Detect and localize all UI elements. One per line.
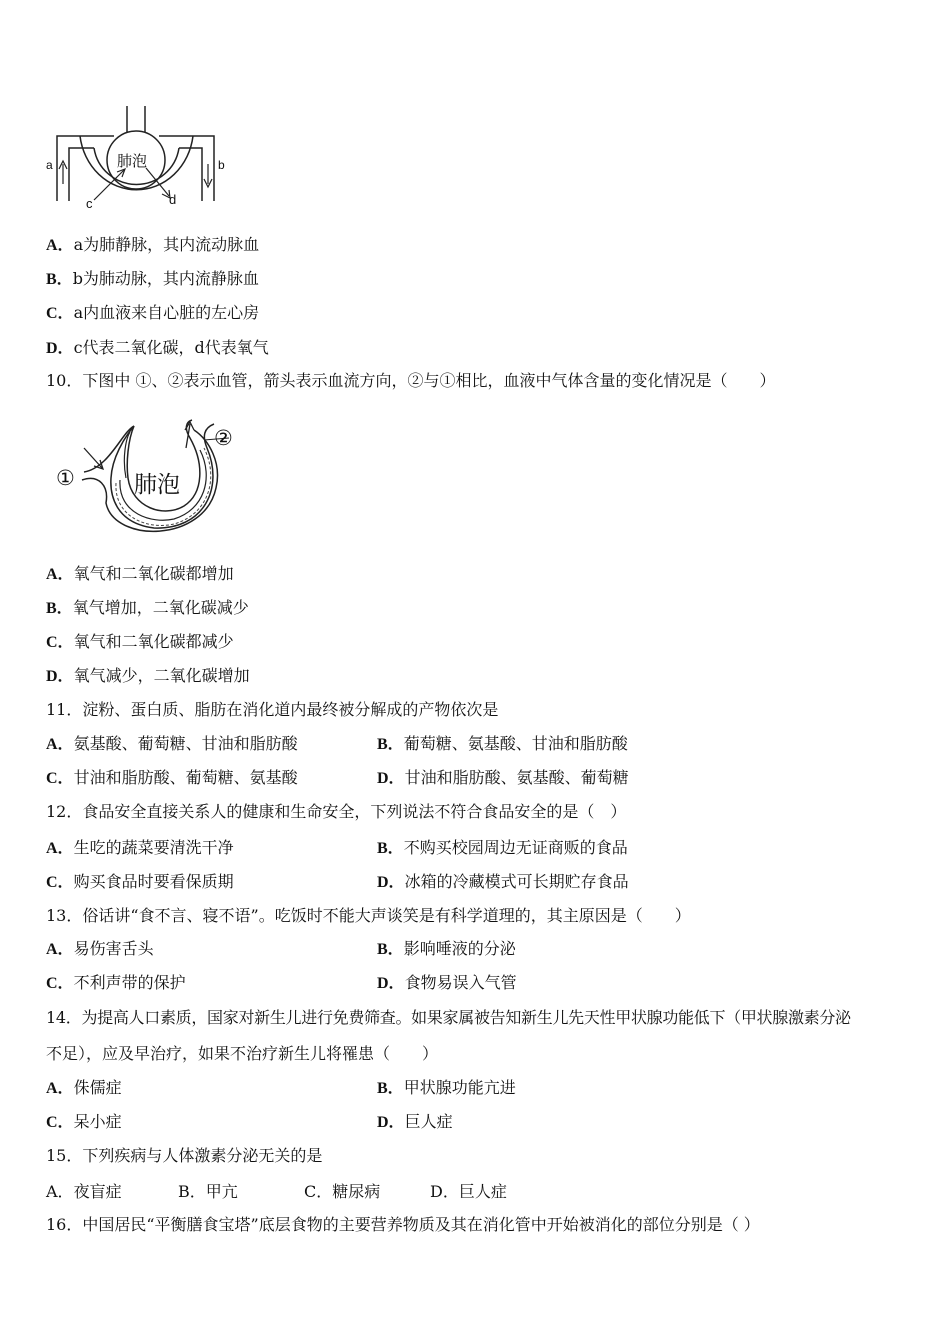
option-text: 甘油和脂肪酸、氨基酸、葡萄糖 <box>404 768 629 787</box>
q13-stem: 13．俗话讲“食不言、寝不语”。吃饭时不能大声谈笑是有科学道理的，其主原因是（ ） <box>46 906 691 925</box>
option-text: 影响唾液的分泌 <box>403 939 516 958</box>
option-text: a内血液来自心脏的左心房 <box>73 303 260 322</box>
q12-option-d[interactable] <box>377 871 629 894</box>
option-text: 不利声带的保护 <box>73 973 186 992</box>
q14-option-d[interactable] <box>377 1111 453 1134</box>
q11-option-c[interactable] <box>46 767 298 790</box>
option-text: 氧气和二氧化碳都增加 <box>73 564 234 583</box>
option-letter: D． <box>430 1182 459 1201</box>
option-letter: B． <box>377 840 404 857</box>
option-text: 氧气增加，二氧化碳减少 <box>72 598 249 617</box>
figure1-label-a: a <box>46 158 53 172</box>
q13-option-b[interactable] <box>377 938 516 961</box>
option-letter: D． <box>377 770 405 787</box>
figure2-label-1: ① <box>56 466 75 490</box>
figure2-label-2: ② <box>214 426 233 450</box>
option-letter: C． <box>46 1114 74 1131</box>
option-text: 不购买校园周边无证商贩的食品 <box>403 838 628 857</box>
option-letter: A． <box>46 566 74 583</box>
q11-option-b[interactable] <box>377 733 628 756</box>
q10-option-a[interactable] <box>46 563 234 586</box>
alveolus-figure-1 <box>44 106 229 211</box>
option-letter: C． <box>304 1182 333 1201</box>
q13-option-d[interactable] <box>377 972 517 995</box>
option-letter: B． <box>46 600 73 617</box>
q11-option-d[interactable] <box>377 767 629 790</box>
q15-stem: 15．下列疾病与人体激素分泌无关的是 <box>46 1146 323 1165</box>
option-letter: A． <box>46 736 74 753</box>
figure1-label-b: b <box>218 158 225 172</box>
option-text: 侏儒症 <box>73 1078 122 1097</box>
q13-option-c[interactable] <box>46 972 186 995</box>
q14-option-c[interactable] <box>46 1111 122 1134</box>
option-text: 食物易误入气管 <box>404 973 517 992</box>
q13-option-a[interactable] <box>46 938 154 961</box>
option-letter: C． <box>46 634 74 651</box>
q9-option-d[interactable] <box>46 337 269 360</box>
q11-option-a[interactable] <box>46 733 298 756</box>
option-text: 氧气和二氧化碳都减少 <box>73 632 234 651</box>
option-text: 呆小症 <box>73 1112 122 1131</box>
option-letter: A． <box>46 1182 74 1201</box>
q16-stem: 16．中国居民“平衡膳食宝塔”底层食物的主要营养物质及其在消化管中开始被消化的部位分别是（ ） <box>46 1215 760 1234</box>
q12-option-a[interactable] <box>46 837 234 860</box>
q11-stem: 11．淀粉、蛋白质、脂肪在消化道内最终被分解成的产物依次是 <box>46 700 499 719</box>
figure1-center-label: 肺泡 <box>117 152 148 170</box>
option-letter: C． <box>46 305 74 322</box>
q14-option-b[interactable] <box>377 1077 516 1100</box>
option-letter: B． <box>377 941 404 958</box>
q10-option-c[interactable] <box>46 631 234 654</box>
figure1-label-c: c <box>86 196 93 211</box>
q10-stem: 10．下图中 ①、②表示血管，箭头表示血流方向，②与①相比，血液中气体含量的变化情况是（ ） <box>46 371 776 390</box>
option-text: 易伤害舌头 <box>73 939 154 958</box>
option-text: 氧气减少，二氧化碳增加 <box>73 666 250 685</box>
q9-option-b[interactable] <box>46 268 259 291</box>
q12-option-b[interactable] <box>377 837 628 860</box>
q15-option-c[interactable] <box>304 1181 380 1203</box>
option-letter: A． <box>46 1080 74 1097</box>
option-letter: C． <box>46 874 74 891</box>
option-text: 甲状腺功能亢进 <box>403 1078 516 1097</box>
option-text: c代表二氧化碳，d代表氧气 <box>73 338 269 357</box>
q14-stem-line2: 不足），应及早治疗，如果不治疗新生儿将罹患（ ） <box>46 1044 439 1063</box>
option-letter: B． <box>46 271 73 288</box>
option-text: 冰箱的冷藏模式可长期贮存食品 <box>404 872 629 891</box>
q14-stem-line1: 14．为提高人口素质，国家对新生儿进行免费筛查。如果家属被告知新生儿先天性甲状腺功能低下（甲状腺激素分泌 <box>46 1008 851 1027</box>
option-text: 购买食品时要看保质期 <box>73 872 234 891</box>
q10-option-d[interactable] <box>46 665 250 688</box>
option-text: a为肺静脉，其内流动脉血 <box>73 235 260 254</box>
option-text: 巨人症 <box>404 1112 453 1131</box>
alveolus-figure-2 <box>54 418 244 548</box>
figure1-label-d: d <box>169 192 177 207</box>
option-text: 氨基酸、葡萄糖、甘油和脂肪酸 <box>73 734 298 753</box>
q12-option-c[interactable] <box>46 871 234 894</box>
q9-option-c[interactable] <box>46 302 259 325</box>
q12-stem: 12．食品安全直接关系人的健康和生命安全，下列说法不符合食品安全的是（ ） <box>46 802 627 821</box>
option-letter: D． <box>46 340 74 357</box>
option-text: 甘油和脂肪酸、葡萄糖、氨基酸 <box>73 768 298 787</box>
option-text: 糖尿病 <box>332 1182 381 1201</box>
option-letter: B． <box>377 736 404 753</box>
option-text: 巨人症 <box>458 1182 507 1201</box>
option-letter: A． <box>46 941 74 958</box>
q9-option-a[interactable] <box>46 234 259 257</box>
option-letter: C． <box>46 770 74 787</box>
option-letter: B． <box>377 1080 404 1097</box>
option-text: 葡萄糖、氨基酸、甘油和脂肪酸 <box>403 734 628 753</box>
q15-option-d[interactable] <box>430 1181 507 1203</box>
option-text: 生吃的蔬菜要清洗干净 <box>73 838 234 857</box>
option-letter: D． <box>377 1114 405 1131</box>
q14-option-a[interactable] <box>46 1077 122 1100</box>
option-letter: A． <box>46 840 74 857</box>
option-letter: D． <box>46 668 74 685</box>
option-text: 夜盲症 <box>73 1182 122 1201</box>
option-letter: D． <box>377 874 405 891</box>
option-letter: A． <box>46 237 74 254</box>
q15-option-a[interactable] <box>46 1181 122 1203</box>
option-text: b为肺动脉，其内流静脉血 <box>72 269 259 288</box>
option-letter: C． <box>46 975 74 992</box>
option-letter: B． <box>178 1182 206 1201</box>
q10-option-b[interactable] <box>46 597 249 620</box>
q15-option-b[interactable] <box>178 1181 238 1203</box>
option-letter: D． <box>377 975 405 992</box>
option-text: 甲亢 <box>205 1182 238 1201</box>
figure2-center-label: 肺泡 <box>134 472 180 498</box>
